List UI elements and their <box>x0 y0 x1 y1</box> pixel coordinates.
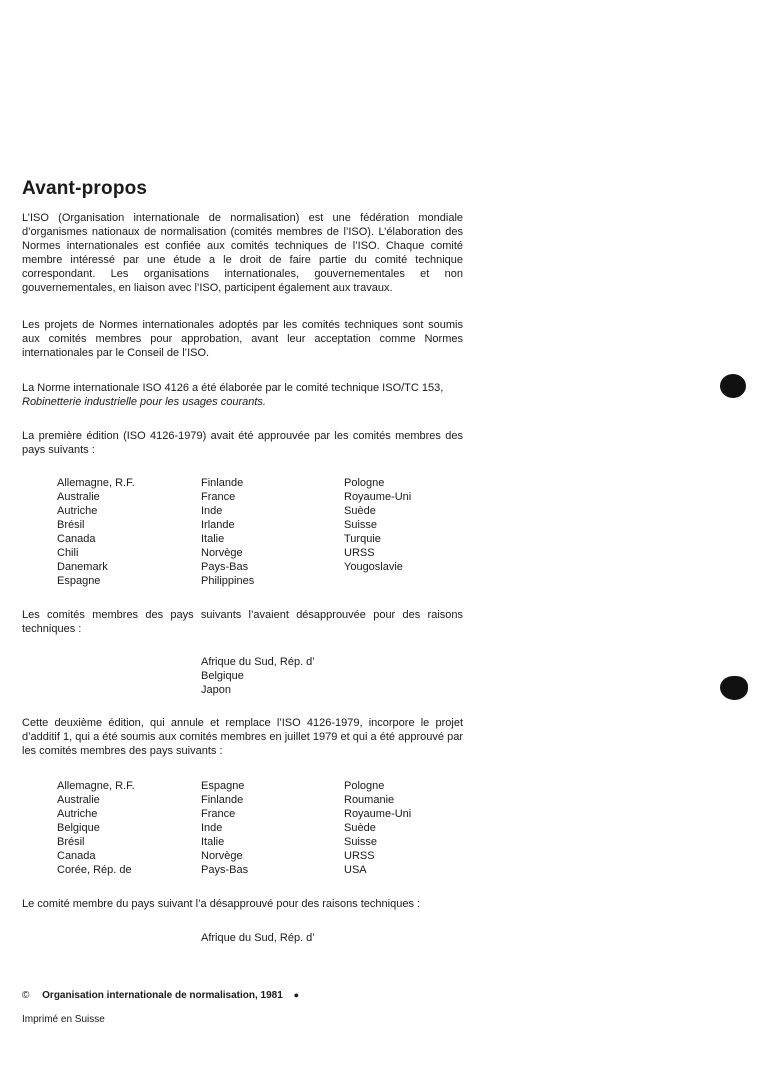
punch-hole-icon <box>720 676 748 700</box>
country-column-3 <box>344 476 411 574</box>
list-item: Danemark <box>57 561 108 573</box>
list-item: Suisse <box>344 836 378 848</box>
list-item: Royaume-Uni <box>344 491 412 503</box>
list-item: USA <box>344 864 367 876</box>
list-item: Brésil <box>57 836 85 848</box>
list-item: Espagne <box>57 575 101 587</box>
list-item: Italie <box>201 836 225 848</box>
list-item: Allemagne, R.F. <box>57 477 135 489</box>
country-column-1 <box>57 476 135 588</box>
list-item: Inde <box>201 505 223 517</box>
list-item: Yougoslavie <box>344 561 403 573</box>
list-item: Finlande <box>201 477 244 489</box>
list-item: Chili <box>57 547 79 559</box>
country-column-1 <box>57 779 135 877</box>
disapproving-countries-list-2 <box>201 931 315 945</box>
copyright-symbol: © <box>22 990 30 1001</box>
list-item: Autriche <box>57 808 98 820</box>
paragraph-iso-intro: L’ISO (Organisation internationale de normalisation) est une fédération mondiale d’organismes nationaux de normalisation (comités membres de l’ISO). L’élaboration des Normes internationales est confiée aux comités techniques de l’ISO. Chaque comité membre intéressé par une étude a le droit de faire partie du comité technique correspondant. Les organisations internationales, gouvernementales et non gouvernementales, en liaison avec l’ISO, participent également aux travaux. <box>22 212 463 294</box>
list-item: Pays-Bas <box>201 561 249 573</box>
list-item: Suède <box>344 505 376 517</box>
list-item: URSS <box>344 850 375 862</box>
country-column-2 <box>201 476 254 588</box>
list-item: France <box>201 808 236 820</box>
list-item: Belgique <box>57 822 100 834</box>
paragraph-draft-approval: Les projets de Normes internationales adoptés par les comités techniques sont soumis aux comités membres pour approbation, avant leur acceptation comme Normes internationales par le Conseil de l’ISO. <box>22 319 463 359</box>
list-item: Belgique <box>201 670 244 682</box>
disapproving-countries-list-1 <box>201 655 315 697</box>
list-item: Allemagne, R.F. <box>57 780 135 792</box>
list-item: France <box>201 491 236 503</box>
list-item: Turquie <box>344 533 381 545</box>
list-item: Italie <box>201 533 225 545</box>
list-item: Corée, Rép. de <box>57 864 132 876</box>
list-item: Norvège <box>201 547 243 559</box>
list-item: Finlande <box>201 794 244 806</box>
list-item: Irlande <box>201 519 235 531</box>
list-item: Philippines <box>201 575 255 587</box>
paragraph-second-disapproval: Le comité membre du pays suivant l’a désapprouvé pour des raisons techniques : <box>22 898 421 910</box>
country-column-2 <box>201 779 248 877</box>
list-item: Pays-Bas <box>201 864 249 876</box>
list-item: Roumanie <box>344 794 395 806</box>
committee-title: Robinetterie industrielle pour les usages courants. <box>22 396 266 408</box>
list-item: Autriche <box>57 505 98 517</box>
list-item: Australie <box>57 491 100 503</box>
list-item: Afrique du Sud, Rép. d’ <box>201 656 315 668</box>
standard-origin-text: La Norme internationale ISO 4126 a été élaborée par le comité technique ISO/TC 153, <box>22 382 444 394</box>
paragraph-first-edition: La première édition (ISO 4126-1979) avait été approuvée par les comités membres des pays suivants : <box>22 430 463 456</box>
paragraph-second-edition: Cette deuxième édition, qui annule et remplace l’ISO 4126-1979, incorpore le projet d’additif 1, qui a été soumis aux comités membres en juillet 1979 et qui a été approuvé par les comités membres des pays suivants : <box>22 717 463 757</box>
list-item: Afrique du Sud, Rép. d’ <box>201 932 315 944</box>
printed-in: Imprimé en Suisse <box>22 1014 105 1025</box>
punch-hole-icon <box>720 374 746 398</box>
list-item: Pologne <box>344 780 385 792</box>
list-item: URSS <box>344 547 375 559</box>
list-item: Royaume-Uni <box>344 808 412 820</box>
country-column-3 <box>344 779 411 877</box>
list-item: Australie <box>57 794 100 806</box>
bullet-icon: ● <box>293 990 299 1000</box>
list-item: Espagne <box>201 780 245 792</box>
list-item: Canada <box>57 850 96 862</box>
list-item: Brésil <box>57 519 85 531</box>
list-item: Norvège <box>201 850 243 862</box>
list-item: Japon <box>201 684 231 696</box>
list-item: Canada <box>57 533 96 545</box>
page-title: Avant-propos <box>22 178 148 199</box>
copyright-text: Organisation internationale de normalisation, 1981 <box>42 990 283 1001</box>
list-item: Suède <box>344 822 376 834</box>
list-item: Pologne <box>344 477 385 489</box>
paragraph-standard-origin <box>22 381 463 409</box>
list-item: Suisse <box>344 519 378 531</box>
list-item: Inde <box>201 822 223 834</box>
paragraph-first-disapproval: Les comités membres des pays suivants l’avaient désapprouvée pour des raisons techniques : <box>22 609 463 635</box>
copyright-line <box>22 990 299 1001</box>
